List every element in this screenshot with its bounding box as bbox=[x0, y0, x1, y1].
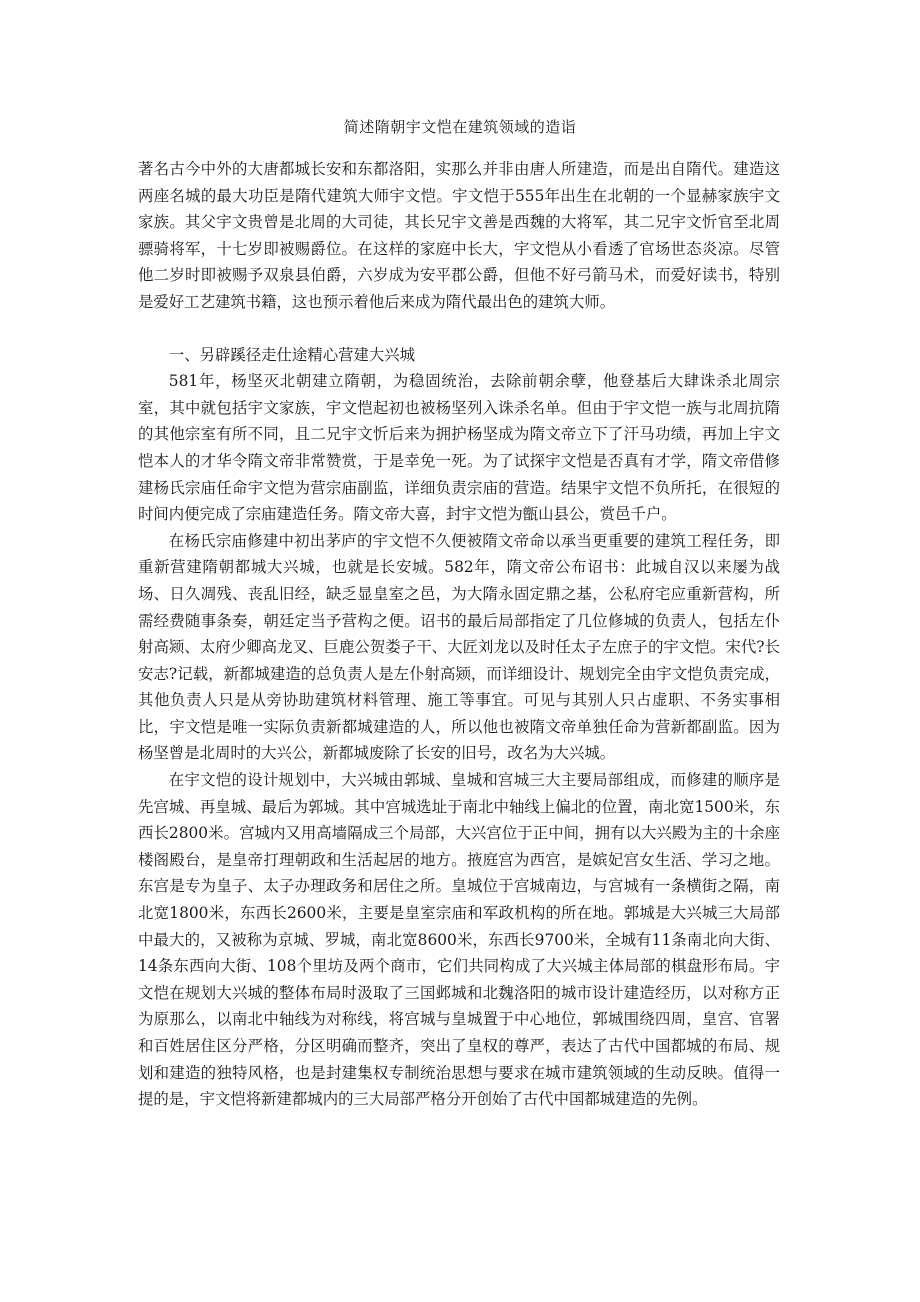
section-paragraph-2: 在杨氏宗庙修建中初出茅庐的宇文恺不久便被隋文帝命以承当更重要的建筑工程任务，即重新营建隋朝都城大兴城，也就是长安城。582年，隋文帝公布诏书：此城自汉以来屡为战场、日久凋残、丧乱旧经，缺乏显皇室之邑，为大隋永固定鼎之基，公私府宅应重新营构，所需经费随事条奏，朝廷定当予营构之便。诏书的最后局部指定了几位修城的负责人，包括左仆射高颎、太府少卿高龙叉、巨鹿公贺娄子干、大匠刘龙以及时任太子左庶子的宇文恺。宋代?长安志?记载，新都城建造的总负责人是左仆射高颎，而详细设计、规划完全由宇文恺负责完成，其他负责人只是从旁协助建筑材料管理、施工等事宜。可见与其别人只占虚职、不务实事相比，宇文恺是唯一实际负责新都城建造的人，所以他也被隋文帝单独任命为营新都副监。因为杨坚曾是北周时的大兴公，新都城废除了长安的旧号，改名为大兴城。 bbox=[138, 531, 780, 763]
document-title: 简述隋朝宇文恺在建筑领域的造诣 bbox=[343, 118, 577, 136]
document-body bbox=[138, 156, 780, 1113]
section-paragraph-3: 在宇文恺的设计规划中，大兴城由郭城、皇城和宫城三大主要局部组成，而修建的顺序是先宫城、再皇城、最后为郭城。其中宫城选址于南北中轴线上偏北的位置，南北宽1500米，东西长2800米。宫城内又用高墙隔成三个局部，大兴宫位于正中间，拥有以大兴殿为主的十余座楼阁殿台，是皇帝打理朝政和生活起居的地方。掖庭宫为西宫，是嫔妃宫女生活、学习之地。东宫是专为皇子、太子办理政务和居住之所。皇城位于宫城南边，与宫城有一条横街之隔，南北宽1800米，东西长2600米，主要是皇室宗庙和军政机构的所在地。郭城是大兴城三大局部中最大的，又被称为京城、罗城，南北宽8600米，东西长9700米，全城有11条南北向大街、14条东西向大街、108个里坊及两个商市，它们共同构成了大兴城主体局部的棋盘形布局。宇文恺在规划大兴城的整体布局时汲取了三国邺城和北魏洛阳的城市设计建造经历，以对称方正为原那么，以南北中轴线为对称线，将宫城与皇城置于中心地位，郭城围绕四周，皇宫、官署和百姓居住区分严格，分区明确而整齐，突出了皇权的尊严，表达了古代中国都城的布局、规划和建造的独特风格，也是封建集权专制统治思想与要求在城市建筑领域的生动反映。值得一提的是，宇文恺将新建都城内的三大局部严格分开创始了古代中国都城建造的先例。 bbox=[138, 771, 780, 1109]
section-paragraph-1: 581年，杨坚灭北朝建立隋朝，为稳固统治，去除前朝余孽，他登基后大肆诛杀北周宗室，其中就包括宇文家族，宇文恺起初也被杨坚列入诛杀名单。但由于宇文恺一族与北周抗隋的其他宗室有所不同，且二兄宇文忻后来为拥护杨坚成为隋文帝立下了汗马功绩，再加上宇文恺本人的才华令隋文帝非常赞赏，于是幸免一死。为了试探宇文恺是否真有才学，隋文帝借修建杨氏宗庙任命宇文恺为营宗庙副监，详细负责宗庙的营造。结果宇文恺不负所托，在很短的时间内便完成了宗庙建造任务。隋文帝大喜，封宇文恺为甑山县公，赏邑千户。 bbox=[138, 372, 780, 524]
intro-paragraph: 著名古今中外的大唐都城长安和东都洛阳，实那么并非由唐人所建造，而是出自隋代。建造这两座名城的最大功臣是隋代建筑大师宇文恺。宇文恺于555年出生在北朝的一个显赫家族宇文家族。其父宇文贵曾是北周的大司徒，其长兄宇文善是西魏的大将军，其二兄宇文忻官至北周骠骑将军，十七岁即被赐爵位。在这样的家庭中长大，宇文恺从小看透了官场世态炎凉。尽管他二岁时即被赐予双泉县伯爵，六岁成为安平郡公爵，但他不好弓箭马术，而爱好读书，特别是爱好工艺建筑书籍，这也预示着他后来成为隋代最出色的建筑大师。 bbox=[138, 160, 780, 311]
paragraph-gap bbox=[138, 316, 780, 342]
section-heading: 一、另辟蹊径走仕途精心营建大兴城 bbox=[168, 345, 416, 364]
